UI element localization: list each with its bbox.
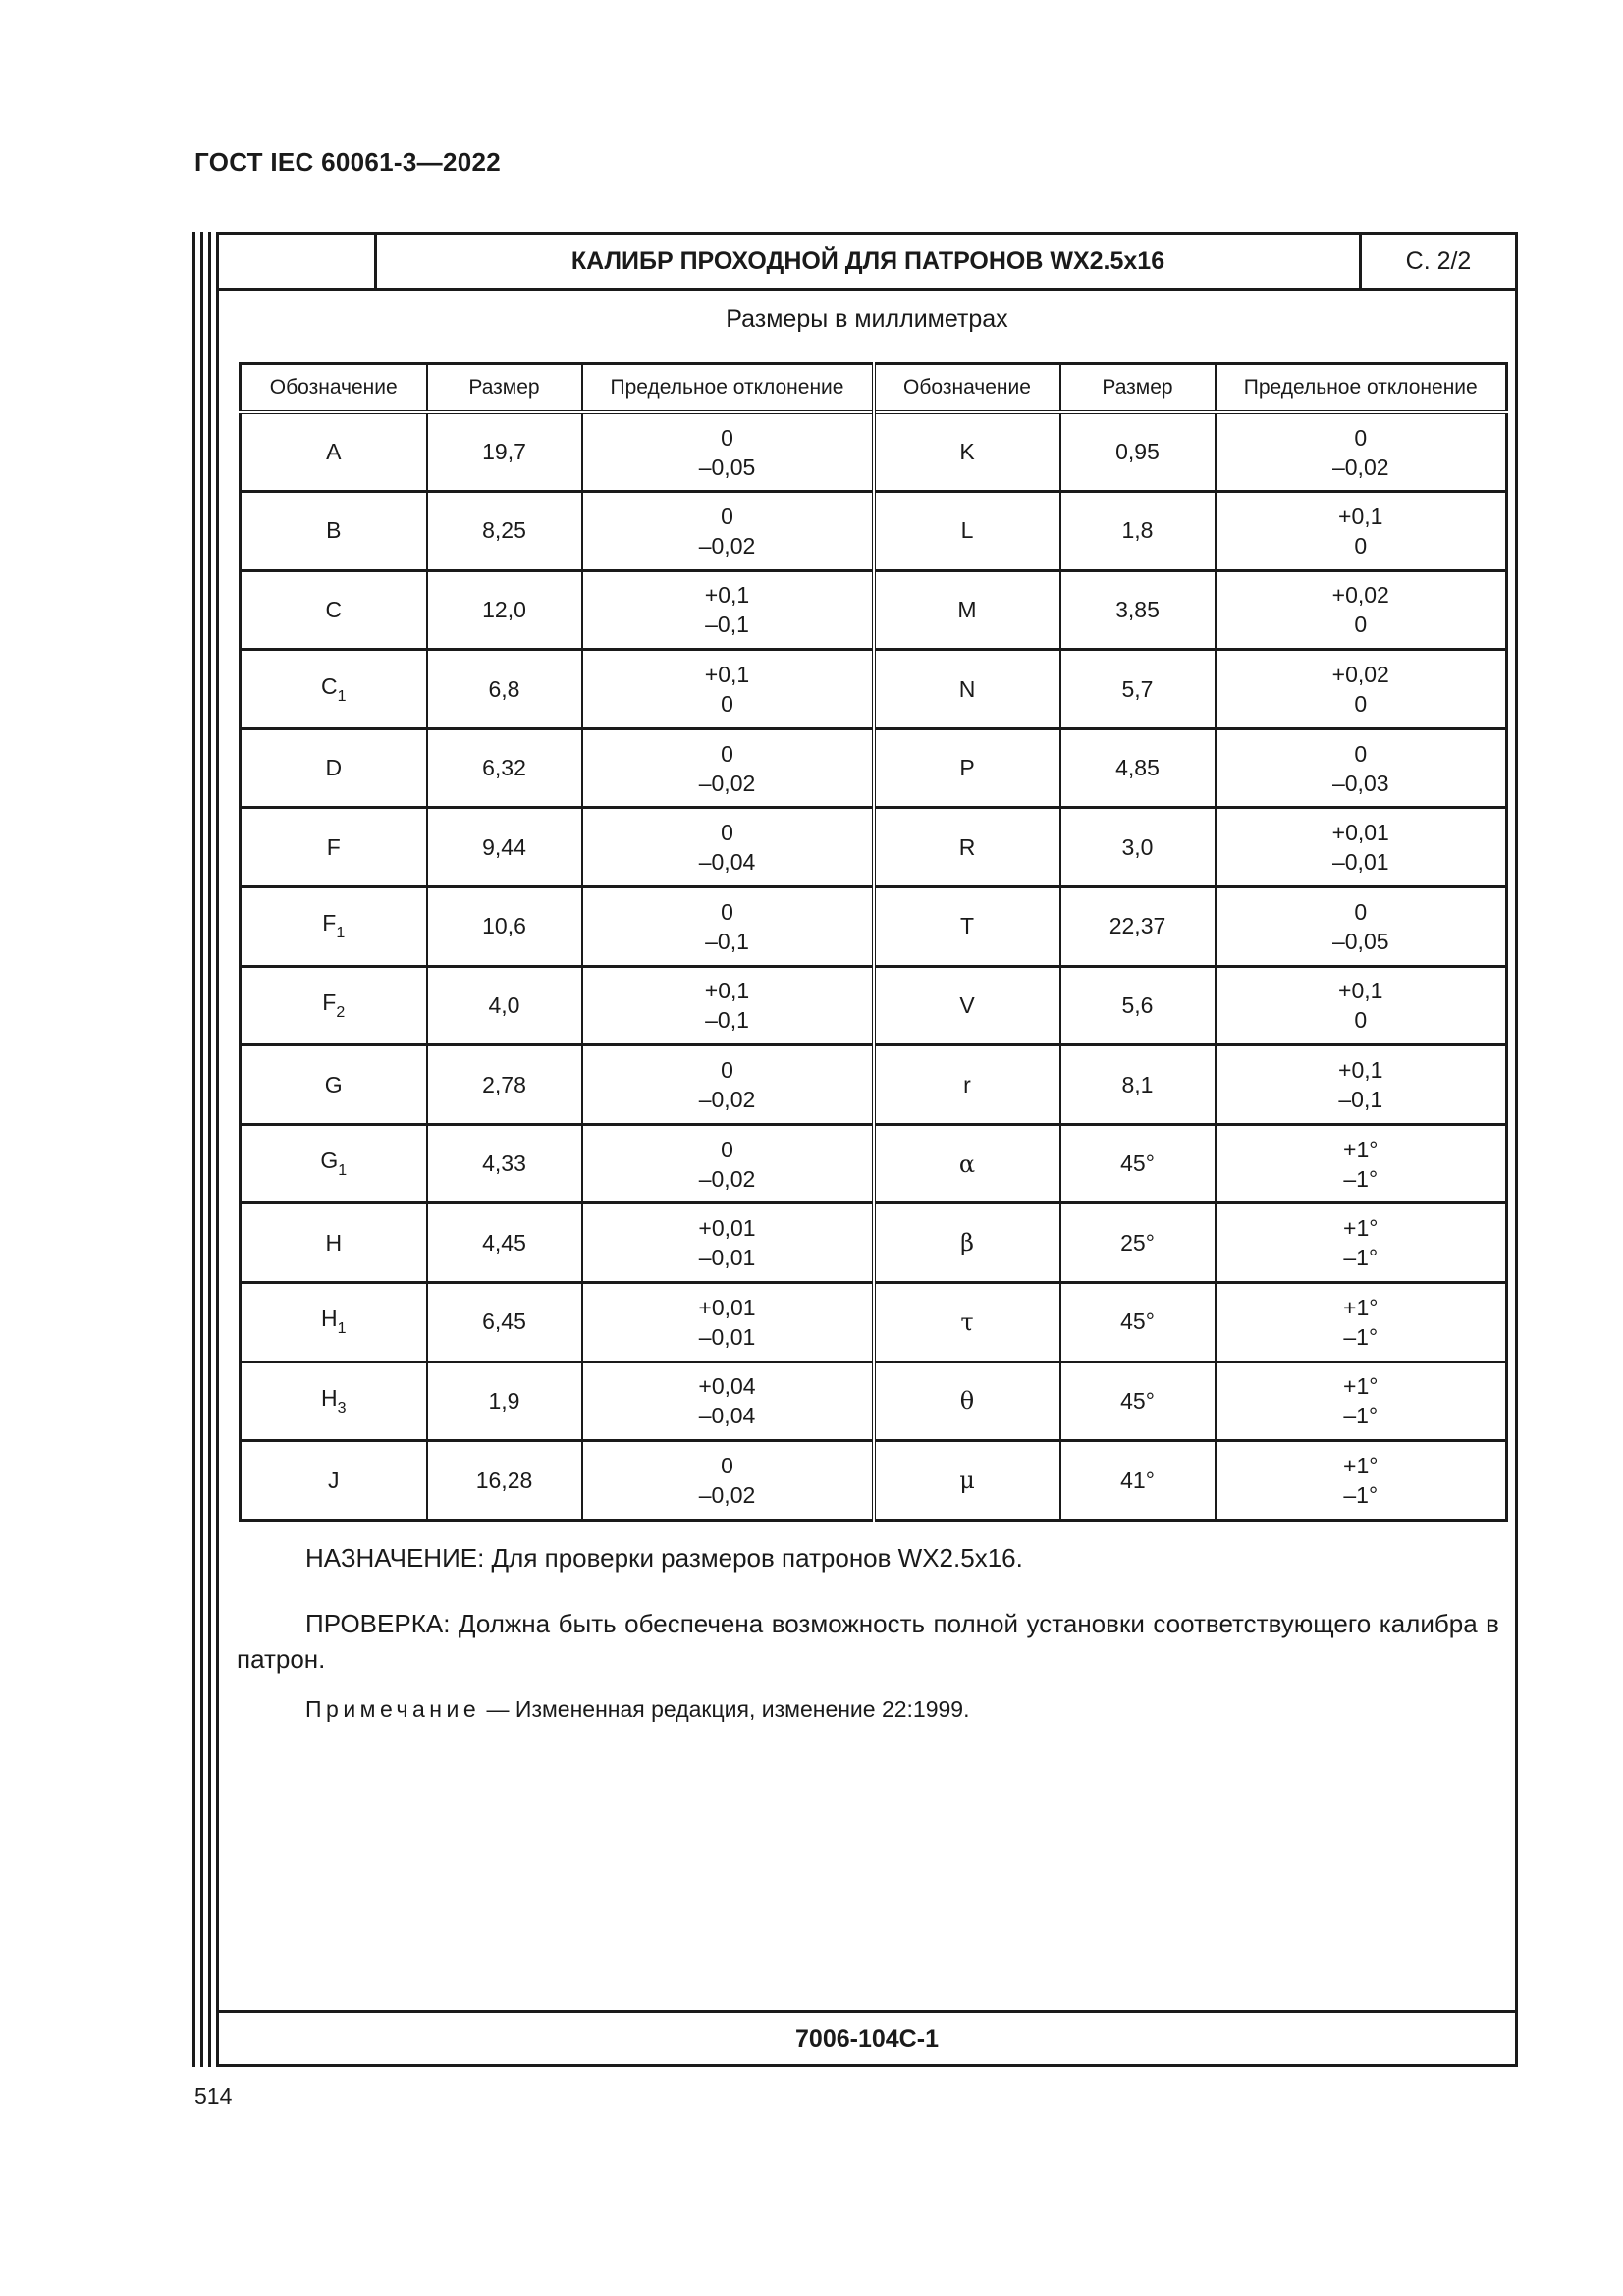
designation-symbol: H [320,1384,338,1411]
designation-symbol: M [957,596,977,622]
tolerance-lower: –0,01 [698,1245,756,1271]
designation-cell [241,1124,427,1203]
tolerance-upper: 0 [1354,424,1368,451]
tolerance-cell [1216,966,1507,1045]
table-row [241,966,1507,1045]
tolerance-cell [582,1283,874,1362]
note-body: — Измененная редакция, изменение 22:1999. [480,1696,970,1722]
size-cell: 5,6 [1060,966,1216,1045]
dimensions-table [239,362,1508,1522]
tolerance-lower: –0,1 [705,928,749,954]
header-size: Размер [1060,364,1216,413]
tolerance-lower: 0 [1354,691,1368,718]
designation-cell [874,1203,1060,1283]
tolerance-upper: 0 [721,1453,733,1479]
header-tolerance: Предельное отклонение [1216,364,1507,413]
designation-symbol: G [324,1071,343,1097]
designation-cell [241,570,427,650]
designation-cell [241,1203,427,1283]
sheet-title: КАЛИБР ПРОХОДНОЙ ДЛЯ ПАТРОНОВ WX2.5x16 [570,246,1165,275]
tolerance-upper: +1° [1343,1453,1379,1479]
table-row [241,570,1507,650]
sheet-page-label: С. 2/2 [1359,235,1515,288]
tolerance-upper: 0 [1354,740,1368,767]
header-designation: Обозначение [874,364,1060,413]
tolerance-upper: +0,02 [1331,662,1389,688]
designation-subscript: 3 [337,1399,347,1416]
designation-symbol: D [325,755,343,781]
tolerance-upper: 0 [721,1057,733,1084]
tolerance-upper: +0,1 [1338,503,1383,529]
designation-symbol: F [322,910,337,936]
note-label: Примечание [305,1696,481,1722]
tolerance-cell [1216,1045,1507,1125]
designation-cell [241,728,427,808]
tolerance-lower: 0 [721,691,733,718]
check-paragraph: ПРОВЕРКА: Должна быть обеспечена возможность полной установки соответствующего калибра в патрон. [237,1609,1499,1674]
table-row [241,1045,1507,1125]
designation-symbol: α [958,1149,976,1178]
tolerance-lower: –1° [1343,1245,1379,1271]
designation-symbol: P [959,755,975,781]
units-caption: Размеры в миллиметрах [726,305,1008,333]
designation-cell [241,1362,427,1441]
tolerance-upper: 0 [721,503,733,529]
document-header: ГОСТ IEC 60061-3—2022 [194,147,501,177]
designation-cell [874,570,1060,650]
tolerance-cell [582,1362,874,1441]
designation-cell [241,1441,427,1521]
designation-subscript: 1 [337,1320,347,1338]
tolerance-upper: +0,1 [704,662,750,688]
designation-cell [241,1045,427,1125]
designation-subscript: 2 [336,1003,346,1021]
tolerance-upper: 0 [721,820,733,846]
designation-cell [874,887,1060,967]
designation-cell [874,412,1060,492]
tolerance-upper: 0 [721,898,733,925]
designation-symbol: F [322,988,337,1015]
size-cell: 41° [1060,1441,1216,1521]
standard-sheet [216,232,1518,2067]
size-cell: 4,0 [427,966,582,1045]
tolerance-cell [1216,1203,1507,1283]
table-row [241,492,1507,571]
tolerance-cell [582,412,874,492]
tolerance-lower: –1° [1343,1323,1379,1350]
tolerance-cell [582,492,874,571]
designation-cell [874,1045,1060,1125]
page-number: 514 [194,2083,233,2109]
size-cell: 4,85 [1060,728,1216,808]
size-cell: 3,0 [1060,808,1216,887]
size-cell: 16,28 [427,1441,582,1521]
designation-cell [874,1441,1060,1521]
margin-line [192,232,195,2067]
size-cell: 45° [1060,1124,1216,1203]
designation-symbol: K [959,439,975,465]
tolerance-upper: +0,1 [1338,1057,1383,1084]
tolerance-cell [1216,1362,1507,1441]
designation-symbol: H [320,1306,338,1332]
header-size: Размер [427,364,582,413]
tolerance-cell [582,1203,874,1283]
tolerance-lower: –0,01 [698,1323,756,1350]
size-cell: 6,8 [427,650,582,729]
tolerance-lower: –0,01 [1331,849,1389,876]
size-cell: 19,7 [427,412,582,492]
designation-cell [874,808,1060,887]
designation-cell [241,1283,427,1362]
table-row [241,650,1507,729]
table-row [241,1441,1507,1521]
table-row [241,808,1507,887]
designation-cell [241,412,427,492]
sheet-code-footer: 7006-104C-1 [219,2010,1515,2064]
designation-cell [241,808,427,887]
size-cell: 1,9 [427,1362,582,1441]
tolerance-cell [582,728,874,808]
tolerance-lower: –0,04 [698,849,756,876]
tolerance-lower: –0,02 [698,1087,756,1113]
tolerance-lower: –0,04 [698,1403,756,1429]
designation-cell [874,650,1060,729]
designation-symbol: V [959,991,975,1018]
tolerance-upper: +0,1 [1338,978,1383,1004]
tolerance-lower: 0 [1354,532,1368,559]
designation-symbol: C [325,596,343,622]
header-tolerance: Предельное отклонение [582,364,874,413]
tolerance-upper: 0 [721,424,733,451]
designation-symbol: R [958,833,976,860]
table-row [241,887,1507,967]
size-cell: 5,7 [1060,650,1216,729]
designation-symbol: B [326,517,342,544]
tolerance-cell [582,1441,874,1521]
size-cell: 45° [1060,1283,1216,1362]
size-cell: 22,37 [1060,887,1216,967]
designation-symbol: L [960,517,974,544]
tolerance-cell [1216,570,1507,650]
tolerance-lower: –0,1 [705,612,749,638]
designation-cell [874,1124,1060,1203]
tolerance-cell [582,1124,874,1203]
designation-cell [874,966,1060,1045]
designation-subscript: 1 [337,687,347,705]
designation-symbol: A [326,439,342,465]
tolerance-upper: +0,1 [704,978,750,1004]
tolerance-cell [582,887,874,967]
tolerance-lower: –0,02 [698,1482,756,1509]
note-paragraph [305,1696,1499,1723]
tolerance-upper: 0 [1354,898,1368,925]
tolerance-cell [1216,1283,1507,1362]
designation-symbol: θ [959,1387,975,1415]
tolerance-cell [582,808,874,887]
tolerance-cell [582,570,874,650]
size-cell: 3,85 [1060,570,1216,650]
tolerance-upper: +0,02 [1331,582,1389,609]
table-row [241,412,1507,492]
margin-line [200,232,203,2067]
tolerance-upper: +0,01 [698,1215,756,1242]
tolerance-upper: 0 [721,740,733,767]
designation-symbol: τ [960,1308,974,1336]
size-cell: 6,45 [427,1283,582,1362]
designation-symbol: β [960,1229,974,1257]
table-header-row [241,364,1507,413]
size-cell: 4,33 [427,1124,582,1203]
title-blank-cell [219,235,377,288]
tolerance-upper: +0,1 [704,582,750,609]
tolerance-lower: –0,05 [698,454,756,480]
table-row [241,728,1507,808]
designation-symbol: J [328,1467,340,1493]
designation-cell [241,650,427,729]
tolerance-lower: 0 [1354,612,1368,638]
designation-subscript: 1 [338,1162,348,1180]
tolerance-cell [1216,492,1507,571]
size-cell: 8,1 [1060,1045,1216,1125]
tolerance-cell [582,966,874,1045]
header-designation: Обозначение [241,364,427,413]
tolerance-lower: –0,1 [1338,1087,1383,1113]
designation-symbol: r [963,1071,971,1097]
designation-symbol: H [325,1229,343,1255]
designation-cell [241,887,427,967]
designation-symbol: N [958,675,976,702]
tolerance-lower: –0,03 [1331,770,1389,796]
size-cell: 9,44 [427,808,582,887]
tolerance-upper: +1° [1343,1136,1379,1162]
tolerance-cell [1216,412,1507,492]
tolerance-cell [1216,1124,1507,1203]
tolerance-lower: –1° [1343,1165,1379,1192]
tolerance-lower: –0,02 [1331,454,1389,480]
purpose-paragraph: НАЗНАЧЕНИЕ: Для проверки размеров патронов WX2.5x16. [305,1543,1023,1573]
tolerance-upper: +1° [1343,1215,1379,1242]
size-cell: 1,8 [1060,492,1216,571]
sheet-title-row [219,235,1515,291]
tolerance-cell [1216,650,1507,729]
table-row [241,1283,1507,1362]
tolerance-lower: 0 [1354,1007,1368,1034]
tolerance-upper: +1° [1343,1294,1379,1320]
designation-cell [874,492,1060,571]
designation-symbol: T [959,913,975,939]
designation-cell [241,492,427,571]
size-cell: 12,0 [427,570,582,650]
tolerance-upper: +0,01 [698,1294,756,1320]
size-cell: 2,78 [427,1045,582,1125]
designation-cell [874,1362,1060,1441]
tolerance-cell [1216,728,1507,808]
tolerance-lower: –0,1 [705,1007,749,1034]
table-row [241,1203,1507,1283]
size-cell: 45° [1060,1362,1216,1441]
size-cell: 8,25 [427,492,582,571]
tolerance-lower: –1° [1343,1482,1379,1509]
tolerance-upper: +0,01 [1331,820,1389,846]
tolerance-lower: –1° [1343,1403,1379,1429]
size-cell: 6,32 [427,728,582,808]
table-row [241,1124,1507,1203]
tolerance-cell [1216,1441,1507,1521]
tolerance-lower: –0,02 [698,532,756,559]
tolerance-cell [1216,887,1507,967]
tolerance-upper: +0,04 [698,1373,756,1400]
designation-cell [874,728,1060,808]
tolerance-cell [1216,808,1507,887]
size-cell: 0,95 [1060,412,1216,492]
designation-cell [874,1283,1060,1362]
designation-symbol: C [320,672,338,699]
tolerance-upper: +1° [1343,1373,1379,1400]
designation-subscript: 1 [336,925,346,942]
margin-line [208,232,211,2067]
size-cell: 25° [1060,1203,1216,1283]
tolerance-lower: –0,05 [1331,928,1389,954]
size-cell: 4,45 [427,1203,582,1283]
tolerance-upper: 0 [721,1136,733,1162]
tolerance-cell [582,650,874,729]
tolerance-lower: –0,02 [698,770,756,796]
designation-symbol: G [320,1148,339,1174]
table-row [241,1362,1507,1441]
size-cell: 10,6 [427,887,582,967]
tolerance-cell [582,1045,874,1125]
designation-cell [241,966,427,1045]
tolerance-lower: –0,02 [698,1165,756,1192]
designation-symbol: F [326,833,341,860]
designation-symbol: μ [959,1467,975,1495]
